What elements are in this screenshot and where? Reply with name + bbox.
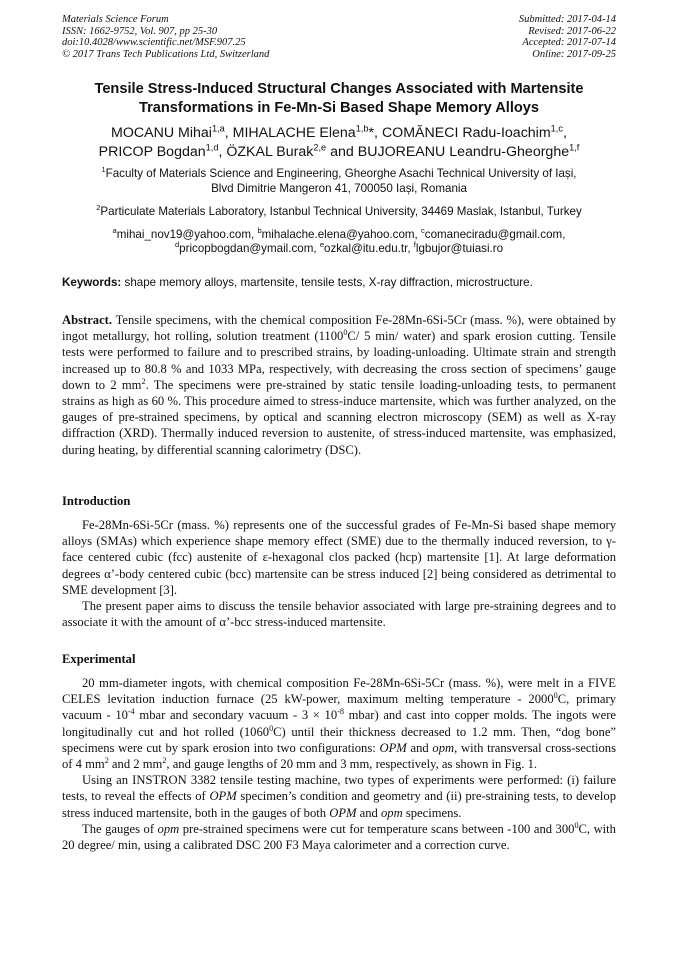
experimental-body [62, 675, 616, 853]
paragraph: 20 mm-diameter ingots, with chemical composition Fe-28Mn-6Si-5Cr (mass. %), were melt in a FIVE CELES levitation induction furnace (25 kW-power, maximum melting temperature - 2000$^0$C, primary vacuum - $10^{-4}$ mbar and secondary vacuum - $3 \times 10^{-8}$ mbar) and cast into copper molds. The ingots were longitudinally cut and hot rolled (1060$^0$C) until their thickness decreased to 1.2 mm. Then, “dog bone” specimens were cut by spark erosion into two configurations: OPM and opm, with transversal cross-sections of 4 $mm^2$ and 2 $mm^2$, and gauge lengths of 20 mm and 3 mm, respectively, as shown in Fig. 1. [62, 676, 617, 772]
abstract [62, 312, 616, 458]
paper-title [62, 80, 616, 117]
author-conjunction: and [330, 144, 354, 160]
author-emails [56, 228, 622, 256]
email-link[interactable]: ozkal@itu.edu.tr, [324, 242, 411, 255]
author-affil-mark: 1,c [550, 123, 563, 134]
email-mark: b [257, 226, 262, 236]
email-link[interactable]: comaneciradu@gmail.com, [424, 228, 566, 241]
date-revised: Revised: 2017-06-22 [528, 25, 616, 37]
title-line-1: Tensile Stress-Induced Structural Changes Associated with Martensite [94, 81, 584, 97]
journal-issn: ISSN: 1662-9752, Vol. 907, pp 25-30 [62, 25, 218, 37]
author-name: MIHALACHE Elena [232, 125, 356, 141]
paragraph: Fe-28Mn-6Si-5Cr (mass. %) represents one of the successful grades of Fe-Mn-Si based shape memory alloys (SMAs) which experience shape memory effect (SME) due to the thermally induced reversion, to γ-face centered cubic (fcc) austenite of ε-hexagonal clos packed (hcp) martensite [1]. At large deformation degrees α’-body centered cubic (bcc) martensite can be stress induced [2] being considered as detrimental to SME development [3]. [62, 518, 616, 597]
author-name: MOCANU Mihai [111, 125, 212, 141]
email-mark: d [174, 240, 180, 250]
square-superscript: 2 [141, 376, 146, 386]
abstract-label: Abstract. [62, 313, 113, 327]
author-name: PRICOP Bogdan [98, 144, 206, 160]
email-mark: a [112, 226, 117, 236]
author-affil-mark: 1,f [569, 142, 580, 153]
email-link[interactable]: lgbujor@tuiasi.ro [415, 242, 504, 255]
email-link[interactable]: mihai_nov19@yahoo.com, [116, 228, 255, 241]
email-link[interactable]: mihalache.elena@yahoo.com, [261, 228, 418, 241]
keywords-text: shape memory alloys, martensite, tensile tests, X-ray diffraction, microstructure. [124, 276, 533, 289]
date-accepted: Accepted: 2017-07-14 [522, 37, 616, 49]
abstract-text: C/ 5 min/ water) and spark erosion cutting. Tensile tests were performed to failure and to prescribed strains, by loading-unloading. Ultimate strain and strength increased up to 80.8 % and 1033 MPa, respectively, with decreasing the cross section of specimens’ gauge down to 2 mm [62, 329, 616, 392]
paragraph: The present paper aims to discuss the tensile behavior associated with large pre-straining degrees and to associate it with the amount of α’-bcc stress-induced martensite. [62, 599, 616, 630]
affiliation-2 [56, 205, 622, 220]
introduction-body [62, 517, 616, 630]
publication-dates [519, 14, 616, 60]
author-line-2: PRICOP Bogdan$^{1,d}$, ÖZKAL Burak$^{2,e}$ and BUJOREANU Leandru-Gheorghe$^{1,f}$ [98, 142, 580, 160]
author-affil-mark: 1,b [355, 123, 369, 134]
abstract-text: . The specimens were pre-strained by static tensile loading-unloading tests, to permanent strains as high as 60 %. This procedure aimed to stress-induce martensite, which was further analyzed, on the gauges of pre-strained specimens, by optical and scanning electron microscopy (SEM) as well as X-ray diffraction (XRD). Thermally induced reversion to austenite, of stress-induced martensite, was emphasized, during heating, by differential scanning calorimetry (DSC). [62, 377, 616, 457]
author-affil-mark: 1,d [205, 142, 219, 153]
paragraph: The gauges of opm pre-strained specimens were cut for temperature scans between -100 and $300^0C$, with 20 degree/ min, using a calibrated DSC 200 F3 Maya calorimeter and a correction curve. [62, 820, 616, 853]
author-line-1: MOCANU Mihai$^{1,a}$, MIHALACHE Elena$^{1,b}$*, COMĂNECI Radu-Ioachim$^{1,c}$, [111, 123, 567, 141]
journal-copyright: © 2017 Trans Tech Publications Ltd, Switzerland [62, 48, 270, 60]
author-affil-mark: 1,a [211, 123, 225, 134]
corresponding-author-mark: * [368, 125, 375, 141]
introduction-heading: Introduction [62, 494, 131, 508]
affiliation-text: Particulate Materials Laboratory, Istanbul Technical University, 34469 Maslak, Istanbul, Turkey [100, 205, 582, 218]
author-name: ÖZKAL Burak [226, 144, 314, 160]
date-online: Online: 2017-09-25 [532, 48, 616, 60]
email-mark: c [421, 226, 425, 236]
email-link[interactable]: pricopbogdan@ymail.com, [179, 242, 317, 255]
email-mark: f [413, 240, 416, 250]
abstract-text: Tensile specimens, with the chemical composition Fe-28Mn-6Si-5Cr (mass. %), were obtained by ingot metallurgy, hot rolling, solution treatment (1100 [62, 313, 617, 344]
affiliation-number: 2 [96, 203, 101, 213]
author-name: COMĂNECI Radu-Ioachim [381, 125, 551, 141]
keywords [62, 276, 616, 290]
paragraph: Using an INSTRON 3382 tensile testing machine, two types of experiments were performed: (i) failure tests, to reveal the effects of OPM specimen’s condition and geometry and (ii) pre-straining tests, to develop stress induced martensite, both in the gauges of both OPM and opm specimens. [62, 773, 616, 820]
author-list [56, 124, 622, 162]
affiliation-text: Blvd Dimitrie Mangeron 41, 700050 Iași, Romania [211, 181, 467, 195]
affiliation-1 [56, 167, 622, 196]
author-affil-mark: 2,e [313, 142, 327, 153]
journal-doi: doi:10.4028/www.scientific.net/MSF.907.25 [62, 37, 246, 49]
author-name: BUJOREANU Leandru-Gheorghe [357, 144, 570, 160]
degree-superscript: 0 [343, 328, 348, 338]
journal-info [62, 14, 269, 60]
affiliation-number: 1 [101, 165, 106, 175]
date-submitted: Submitted: 2017-04-14 [518, 14, 616, 25]
email-mark: e [319, 240, 325, 250]
keywords-label: Keywords: [62, 276, 122, 289]
experimental-heading: Experimental [62, 652, 136, 666]
journal-name: Materials Science Forum [62, 14, 169, 25]
affiliation-text: Faculty of Materials Science and Engineering, Gheorghe Asachi Technical University of Iași, [105, 167, 577, 180]
title-line-2: Transformations in Fe-Mn-Si Based Shape Memory Alloys [138, 99, 540, 116]
